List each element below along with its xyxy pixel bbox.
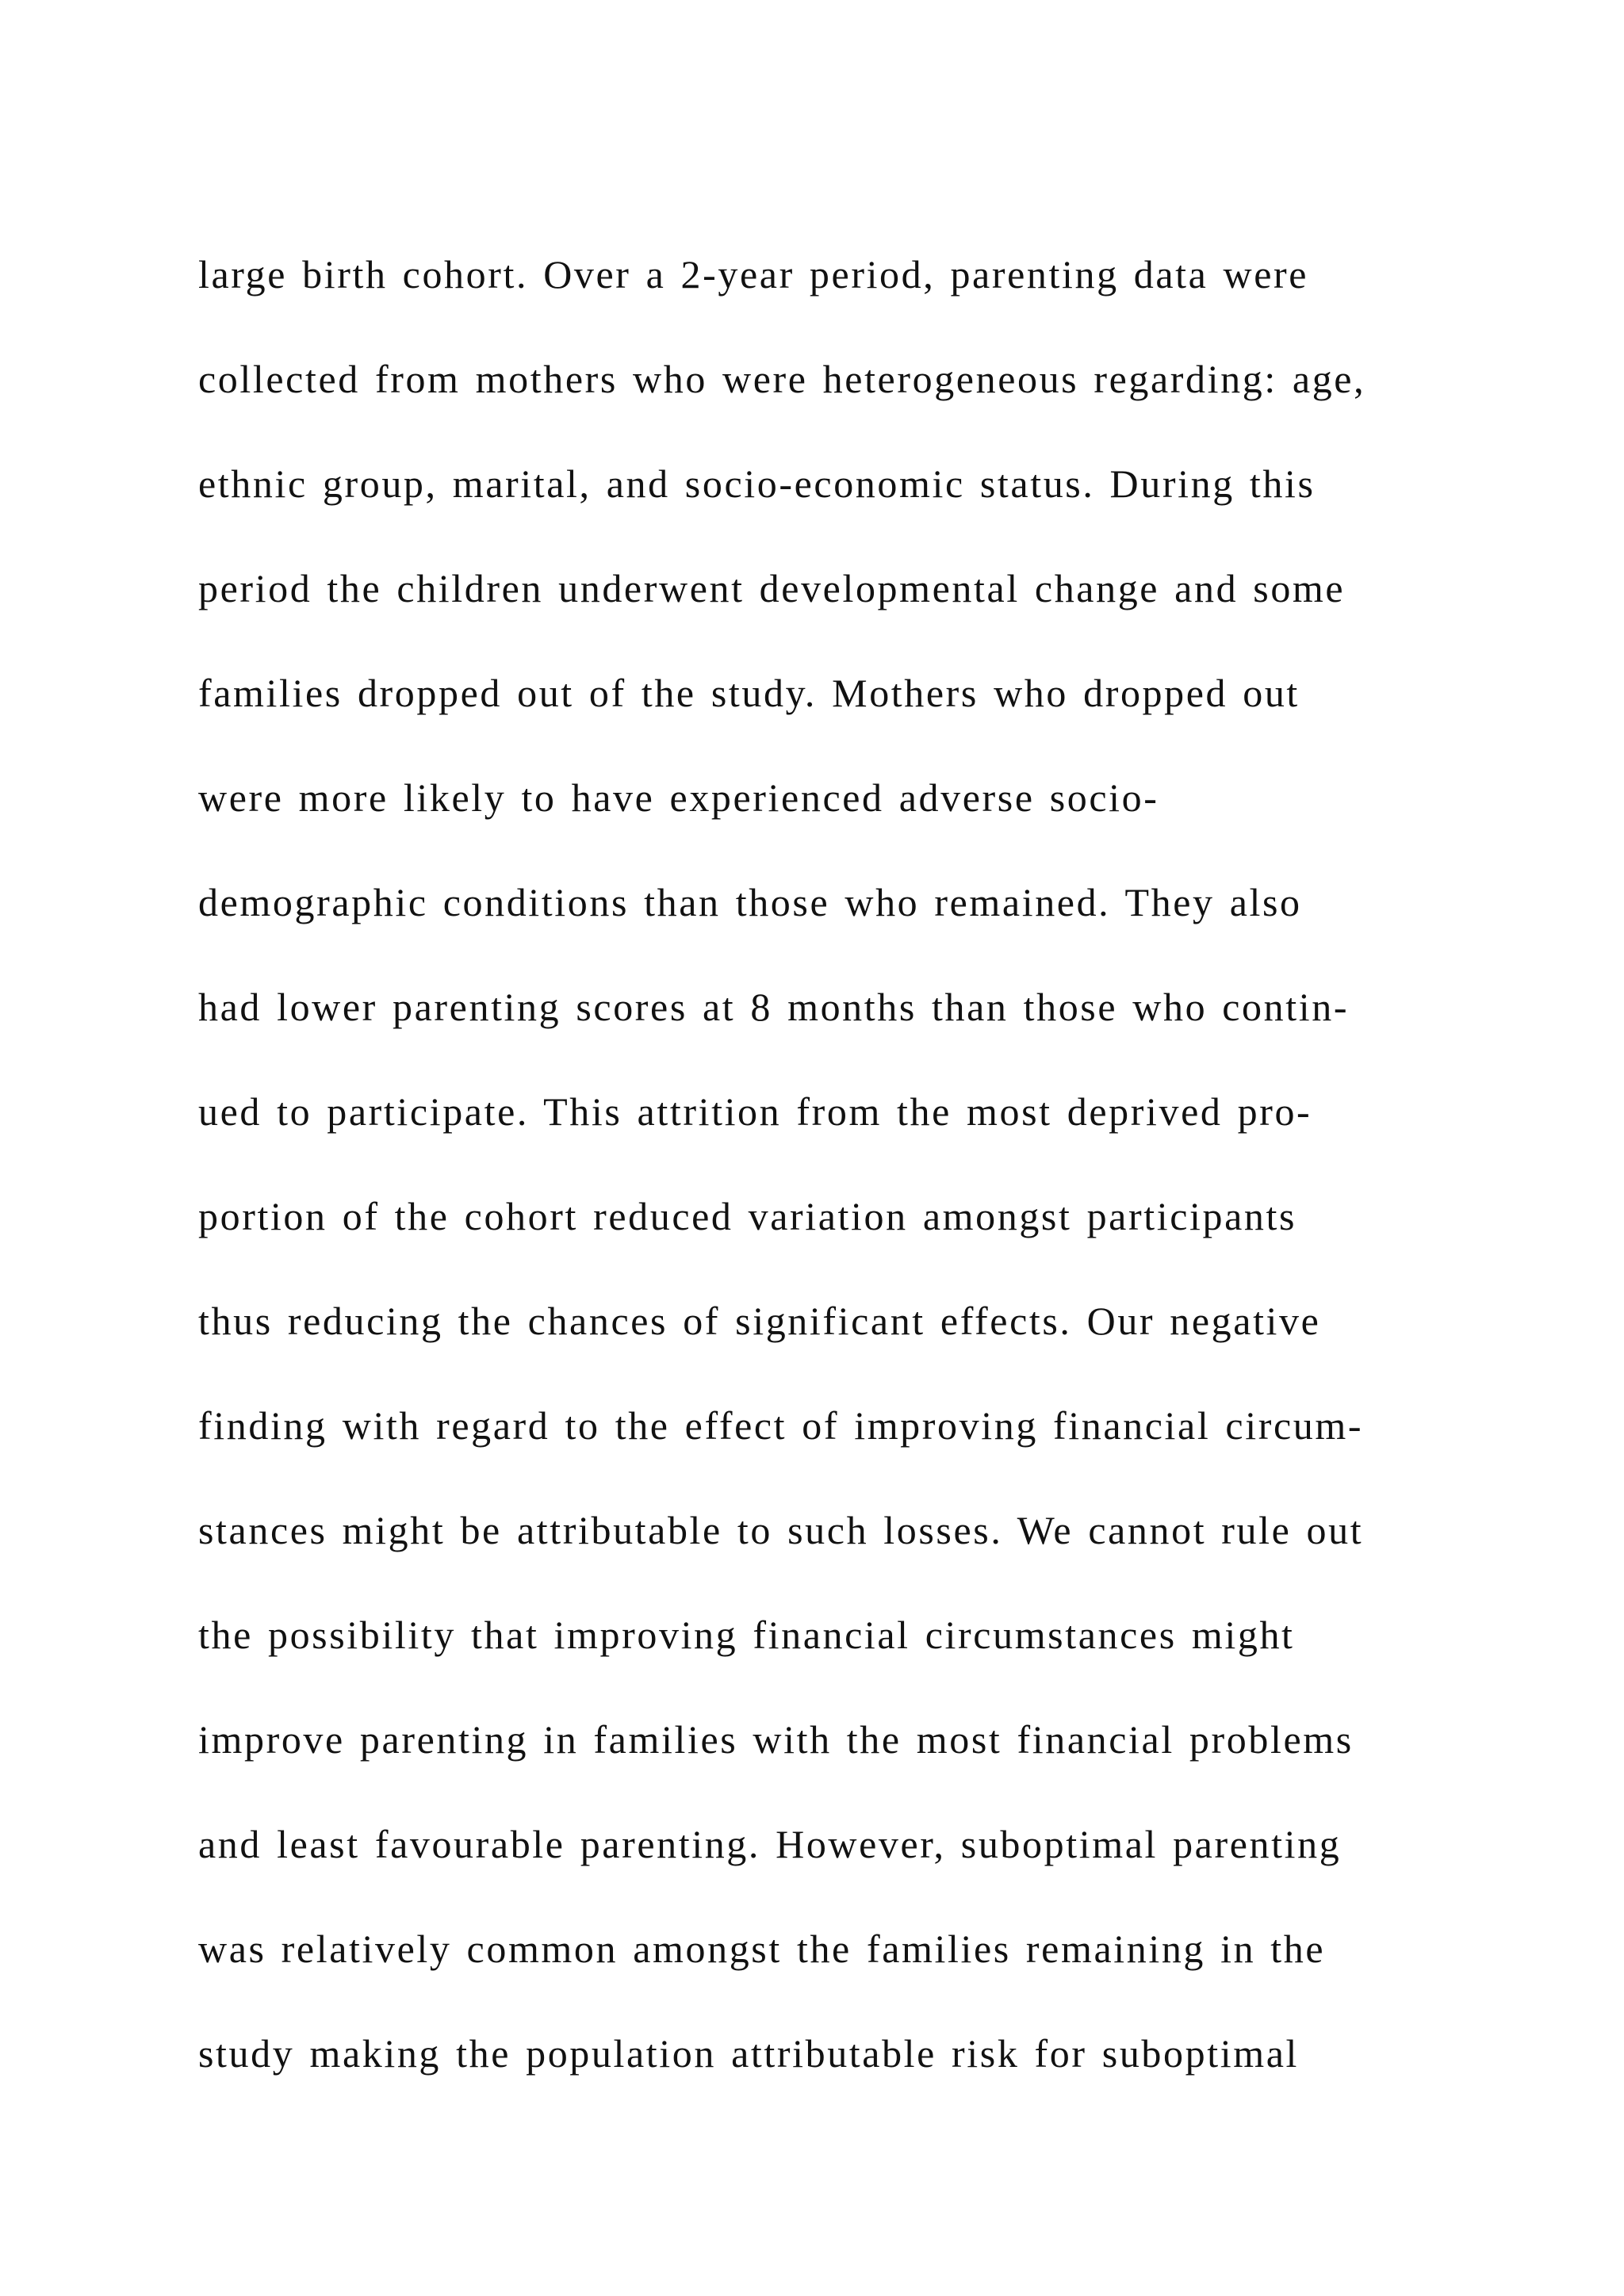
text-line: stances might be attributable to such losses. We cannot rule out — [198, 1508, 1364, 1552]
text-line: ethnic group, marital, and socio-economic status. During this — [198, 461, 1316, 506]
text-line: families dropped out of the study. Mothers who dropped out — [198, 671, 1300, 715]
text-line: study making the population attributable risk for suboptimal — [198, 2031, 1299, 2076]
text-line: ued to participate. This attrition from the most deprived pro- — [198, 1089, 1312, 1134]
text-line: were more likely to have experienced adverse socio- — [198, 775, 1159, 820]
text-line: and least favourable parenting. However, suboptimal parenting — [198, 1822, 1342, 1866]
text-line: demographic conditions than those who remained. They also — [198, 880, 1302, 924]
body-paragraph — [198, 246, 1546, 2130]
text-line: the possibility that improving financial circumstances might — [198, 1613, 1295, 1657]
text-line: improve parenting in families with the most financial problems — [198, 1717, 1354, 1762]
text-line: large birth cohort. Over a 2-year period, parenting data were — [198, 252, 1309, 297]
text-line: thus reducing the chances of significant effects. Our negative — [198, 1299, 1321, 1343]
text-line: portion of the cohort reduced variation amongst participants — [198, 1194, 1297, 1238]
text-line: was relatively common amongst the families remaining in the — [198, 1927, 1326, 1971]
text-line: finding with regard to the effect of improving financial circum- — [198, 1403, 1364, 1448]
text-line: period the children underwent developmental change and some — [198, 566, 1346, 610]
text-line: had lower parenting scores at 8 months than those who contin- — [198, 985, 1350, 1029]
text-line: collected from mothers who were heterogeneous regarding: age, — [198, 357, 1366, 401]
